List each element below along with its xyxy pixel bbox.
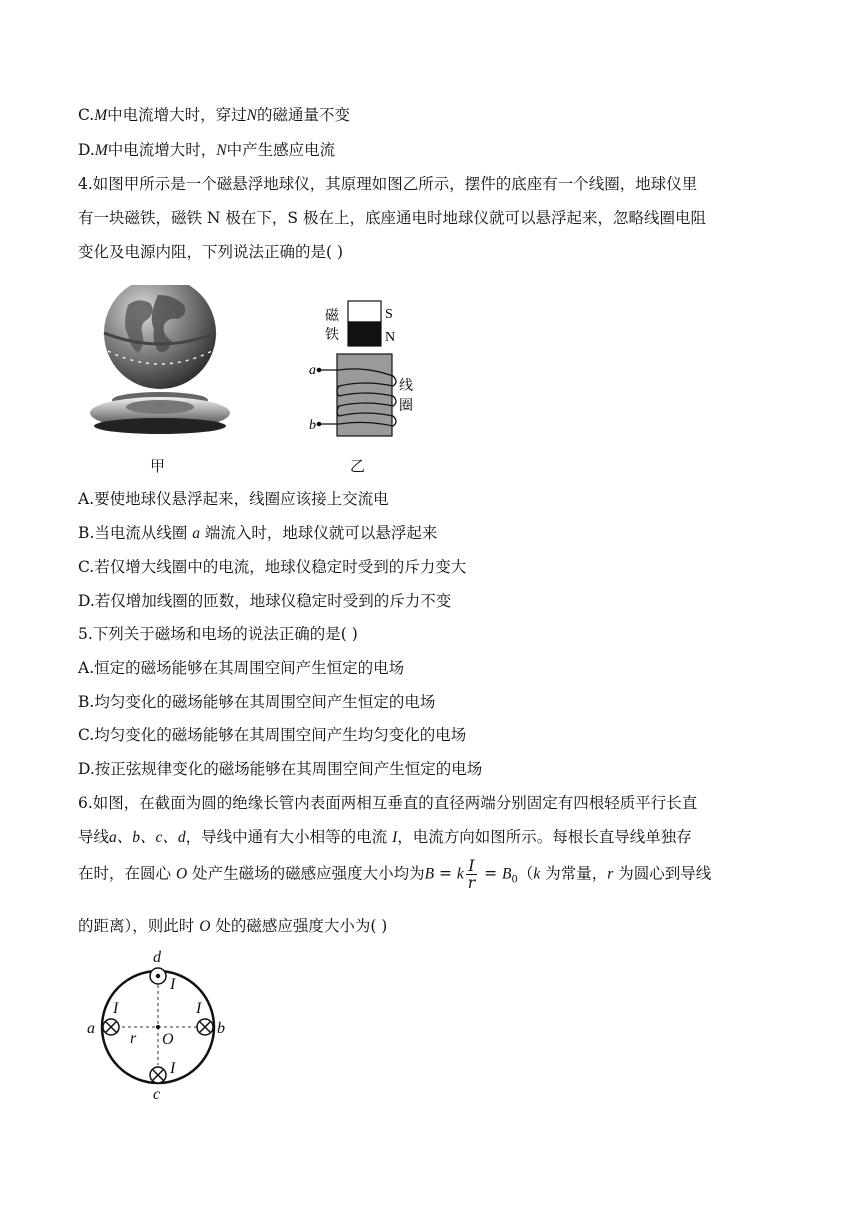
label-n: N — [385, 330, 396, 345]
q4-stem-line2: 有一块磁铁，磁铁 N 极在下，S 极在上，底座通电时地球仪就可以悬浮起来，忽略线圈电阻 — [78, 209, 706, 227]
label-ci: 磁 — [325, 308, 339, 324]
q4-option-b: B.当电流从线圈 a 端流入时，地球仪就可以悬浮起来 — [78, 524, 438, 542]
label-xian: 线 — [399, 378, 413, 394]
q4-option-c: C.若仅增大线圈中的电流，地球仪稳定时受到的斥力变大 — [78, 558, 467, 576]
label-a: a — [309, 363, 316, 378]
q5-option-d: D.按正弦规律变化的磁场能够在其周围空间产生恒定的电场 — [78, 760, 483, 778]
formula-b: B — [424, 865, 435, 883]
q6-stem-line2: 导线a、b、c、d，导线中通有大小相等的电流 I，电流方向如图所示。每根长直导线单独存 — [78, 828, 692, 846]
q4-stem-line3: 变化及电源内阻，下列说法正确的是( ) — [78, 243, 344, 261]
q4-option-d: D.若仅增加线圈的匝数，地球仪稳定时受到的斥力不变 — [78, 592, 452, 610]
label-quan: 圈 — [399, 398, 413, 414]
prev-option-d: D.M中电流增大时，N中产生感应电流 — [78, 141, 336, 159]
q6-stem-line3: 在时，在圆心 O 处产生磁场的磁感应强度大小均为B = k $\frac{I}{r}$ = $B_0(k$ 为常量，r 为圆心到导线 — [78, 857, 712, 892]
maglev-globe-figure — [88, 285, 238, 445]
wire-circle-diagram — [80, 945, 240, 1105]
q6-stem-line4: 的距离），则此时 O 处的磁感应强度大小为( ) — [78, 917, 388, 935]
q4-stem-line1: 4.如图甲所示是一个磁悬浮地球仪，其原理如图乙所示，摆件的底座有一个线圈，地球仪里 — [78, 175, 698, 193]
label-r: r — [130, 1030, 137, 1047]
label-i-d: I — [170, 976, 176, 993]
label-i-c: I — [170, 1060, 176, 1077]
label-o: O — [162, 1031, 174, 1048]
formula-fraction: $\frac{I}{r}$ — [467, 857, 476, 892]
label-a: a — [87, 1020, 95, 1037]
q6-stem-line1: 6.如图，在截面为圆的绝缘长管内表面两相互垂直的直径两端分别固定有四根轻质平行长直 — [78, 794, 698, 812]
q5-option-c: C.均匀变化的磁场能够在其周围空间产生均匀变化的电场 — [78, 726, 467, 744]
q4-option-a: A.要使地球仪悬浮起来，线圈应该接上交流电 — [78, 490, 389, 508]
fig-yi-caption: 乙 — [350, 457, 366, 475]
magnet-coil-diagram — [305, 296, 425, 446]
q5-stem: 5.下列关于磁场和电场的说法正确的是( ) — [78, 625, 358, 643]
label-b: b — [217, 1020, 225, 1037]
label-i-b: I — [196, 1000, 202, 1017]
fig-jia-caption: 甲 — [150, 457, 166, 475]
q5-option-a: A.恒定的磁场能够在其周围空间产生恒定的电场 — [78, 659, 405, 677]
label-d: d — [153, 949, 161, 966]
label-i-a: I — [113, 1000, 119, 1017]
label-tie: 铁 — [325, 327, 339, 343]
q5-option-b: B.均匀变化的磁场能够在其周围空间产生恒定的电场 — [78, 693, 436, 711]
label-c: c — [153, 1086, 161, 1103]
label-b: b — [309, 418, 316, 433]
label-s: S — [385, 307, 393, 322]
prev-option-c: C.M中电流增大时，穿过N的磁通量不变 — [78, 106, 351, 124]
